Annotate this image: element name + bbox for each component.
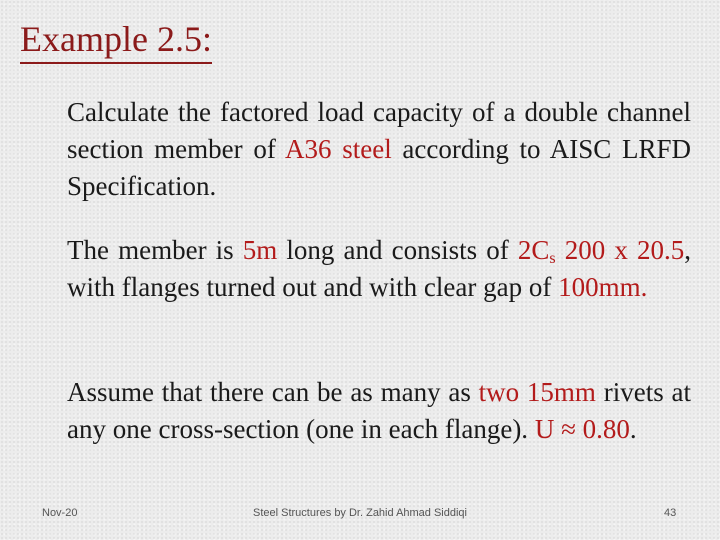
highlight-steel-grade: A36 steel [285, 134, 392, 164]
footer-date: Nov-20 [42, 507, 78, 519]
text-run: . [629, 414, 637, 444]
highlight-u-symbol: U [534, 414, 555, 444]
paragraph-task [67, 94, 691, 205]
highlight-rivets: two 15mm [478, 377, 596, 407]
section-prefix: 2C [517, 235, 550, 265]
text-run: . [640, 272, 648, 302]
footer-course-title: Steel Structures by Dr. Zahid Ahmad Siddiqi [253, 507, 467, 519]
text-run: according to AISC LRFD Specification. [67, 134, 691, 201]
highlight-u-value: ≈ 0.80 [554, 414, 630, 444]
paragraph-member [67, 232, 691, 306]
text-run: long and consists of [277, 235, 518, 265]
highlight-length: 5m [242, 235, 278, 265]
text-run: Calculate the factored load capacity of a double channel section member of [67, 97, 691, 164]
section-size: 200 x 20.5 [555, 235, 685, 265]
slide-title: Example 2.5: [20, 18, 212, 64]
highlight-section [518, 235, 684, 265]
footer-page-number: 43 [664, 507, 677, 519]
text-run: rivets at any one cross-section (one in each flange). [67, 377, 691, 444]
text-run: Assume that there can be as many as [67, 377, 479, 407]
paragraph-assumption [67, 374, 691, 448]
text-run: The member is [67, 235, 243, 265]
text-run: , with flanges turned out and with clear gap of [67, 235, 691, 302]
section-subscript: s [549, 250, 556, 267]
highlight-gap: 100mm [558, 272, 641, 302]
